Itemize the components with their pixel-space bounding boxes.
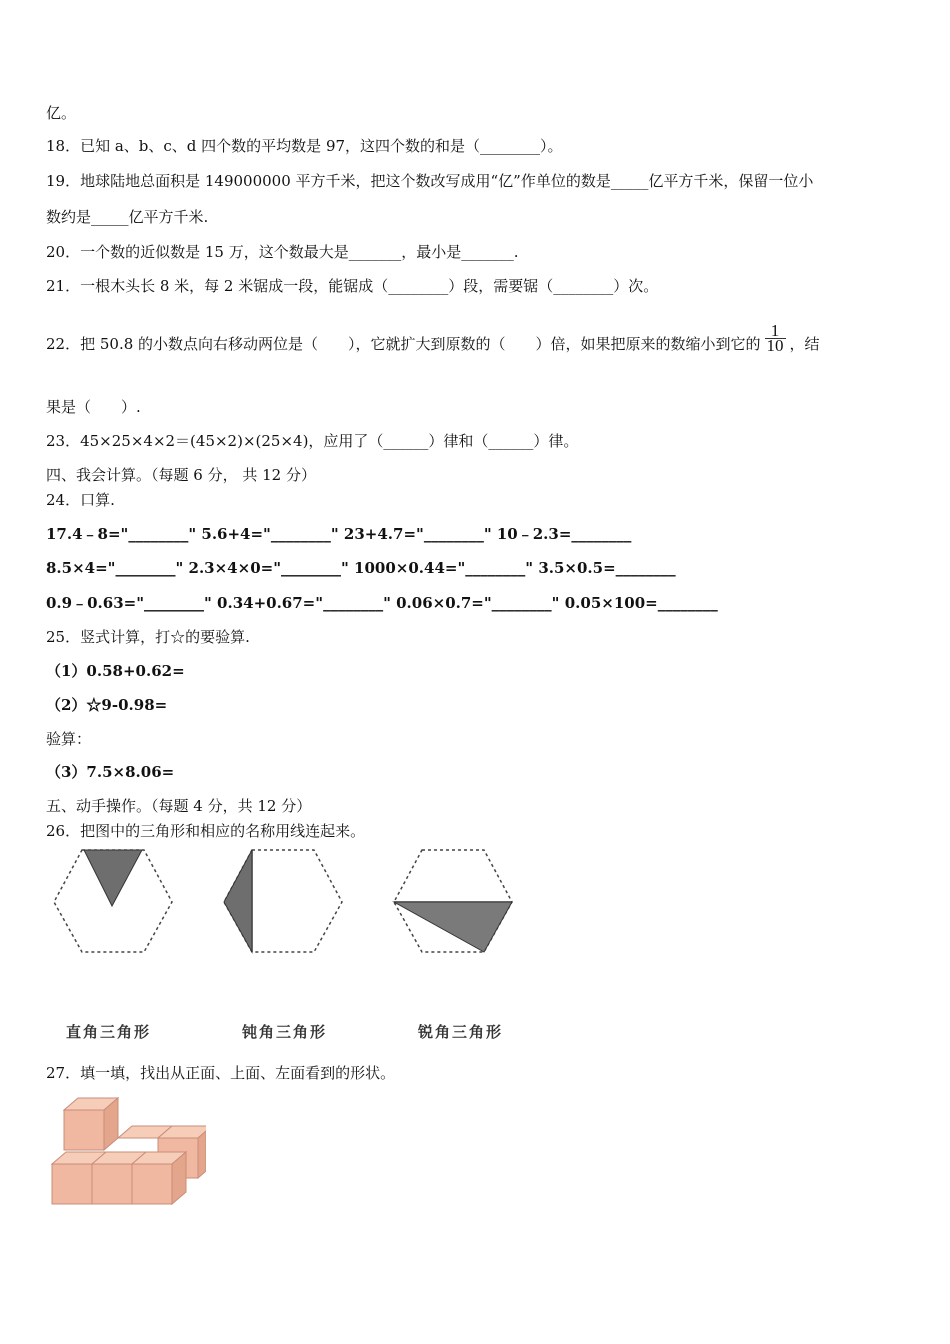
verification-label: 验算：	[46, 730, 92, 748]
question-24: 24．口算.	[46, 491, 115, 509]
mental-math-row-1: 17.4﹣8="________" 5.6+4="________" 23+4.7="________" 10﹣2.3=________	[46, 525, 632, 543]
label-right-triangle: 直角三角形	[66, 1023, 152, 1041]
fraction-numerator: 1	[770, 320, 780, 340]
question-25-part2: （2）☆9-0.98=	[46, 696, 168, 714]
shaded-triangle-3	[394, 902, 512, 952]
hexagon-figure-2	[220, 846, 346, 958]
question-22-line2: 果是（ ）.	[46, 398, 141, 416]
question-26: 26．把图中的三角形和相应的名称用线连起来。	[46, 822, 366, 840]
label-acute-triangle: 锐角三角形	[418, 1023, 504, 1041]
label-obtuse-triangle: 钝角三角形	[242, 1023, 328, 1041]
question-20: 20．一个数的近似数是 15 万，这个数最大是_______，最小是_______.	[46, 243, 519, 261]
question-25: 25．竖式计算，打☆的要验算.	[46, 628, 250, 646]
hexagon-figure-3	[390, 846, 516, 958]
question-22-text: 22．把 50.8 的小数点向右移动两位是（ ），它就扩大到原数的（ ）倍，如果把原来的数缩小到它的	[46, 335, 761, 353]
question-18: 18．已知 a、b、c、d 四个数的平均数是 97，这四个数的和是（________）。	[46, 137, 563, 155]
question-21: 21．一根木头长 8 米，每 2 米锯成一段，能锯成（________）段，需要锯（________）次。	[46, 277, 659, 295]
fraction-one-tenth	[765, 320, 786, 355]
question-25-part1: （1）0.58+0.62=	[46, 662, 185, 680]
section-5-heading: 五、动手操作。（每题 4 分，共 12 分）	[46, 797, 312, 815]
question-19-line2: 数约是_____亿平方千米.	[46, 208, 209, 226]
question-22-line1	[46, 320, 820, 355]
shaded-triangle-1	[84, 850, 142, 906]
fraction-denominator: 10	[766, 335, 784, 355]
line-continuation: 亿。	[46, 104, 77, 122]
hexagon-figure-1	[50, 846, 176, 958]
cube-arrangement	[46, 1094, 206, 1208]
shaded-triangle-2	[224, 850, 252, 952]
question-22-tail: ，结	[789, 335, 820, 353]
question-19-line1: 19．地球陆地总面积是 149000000 平方千米，把这个数改写成用“亿”作单位的数是_____亿平方千米，保留一位小	[46, 172, 814, 190]
question-27: 27．填一填，找出从正面、上面、左面看到的形状。	[46, 1064, 396, 1082]
mental-math-row-2: 8.5×4="________" 2.3×4×0="________" 1000×0.44="________" 3.5×0.5=________	[46, 559, 676, 577]
question-25-part3: （3）7.5×8.06=	[46, 763, 175, 781]
question-23: 23．45×25×4×2＝(45×2)×(25×4)，应用了（______）律和（______）律。	[46, 432, 579, 450]
mental-math-row-3: 0.9﹣0.63="________" 0.34+0.67="________" 0.06×0.7="________" 0.05×100=________	[46, 594, 718, 612]
section-4-heading: 四、我会计算。（每题 6 分， 共 12 分）	[46, 466, 316, 484]
